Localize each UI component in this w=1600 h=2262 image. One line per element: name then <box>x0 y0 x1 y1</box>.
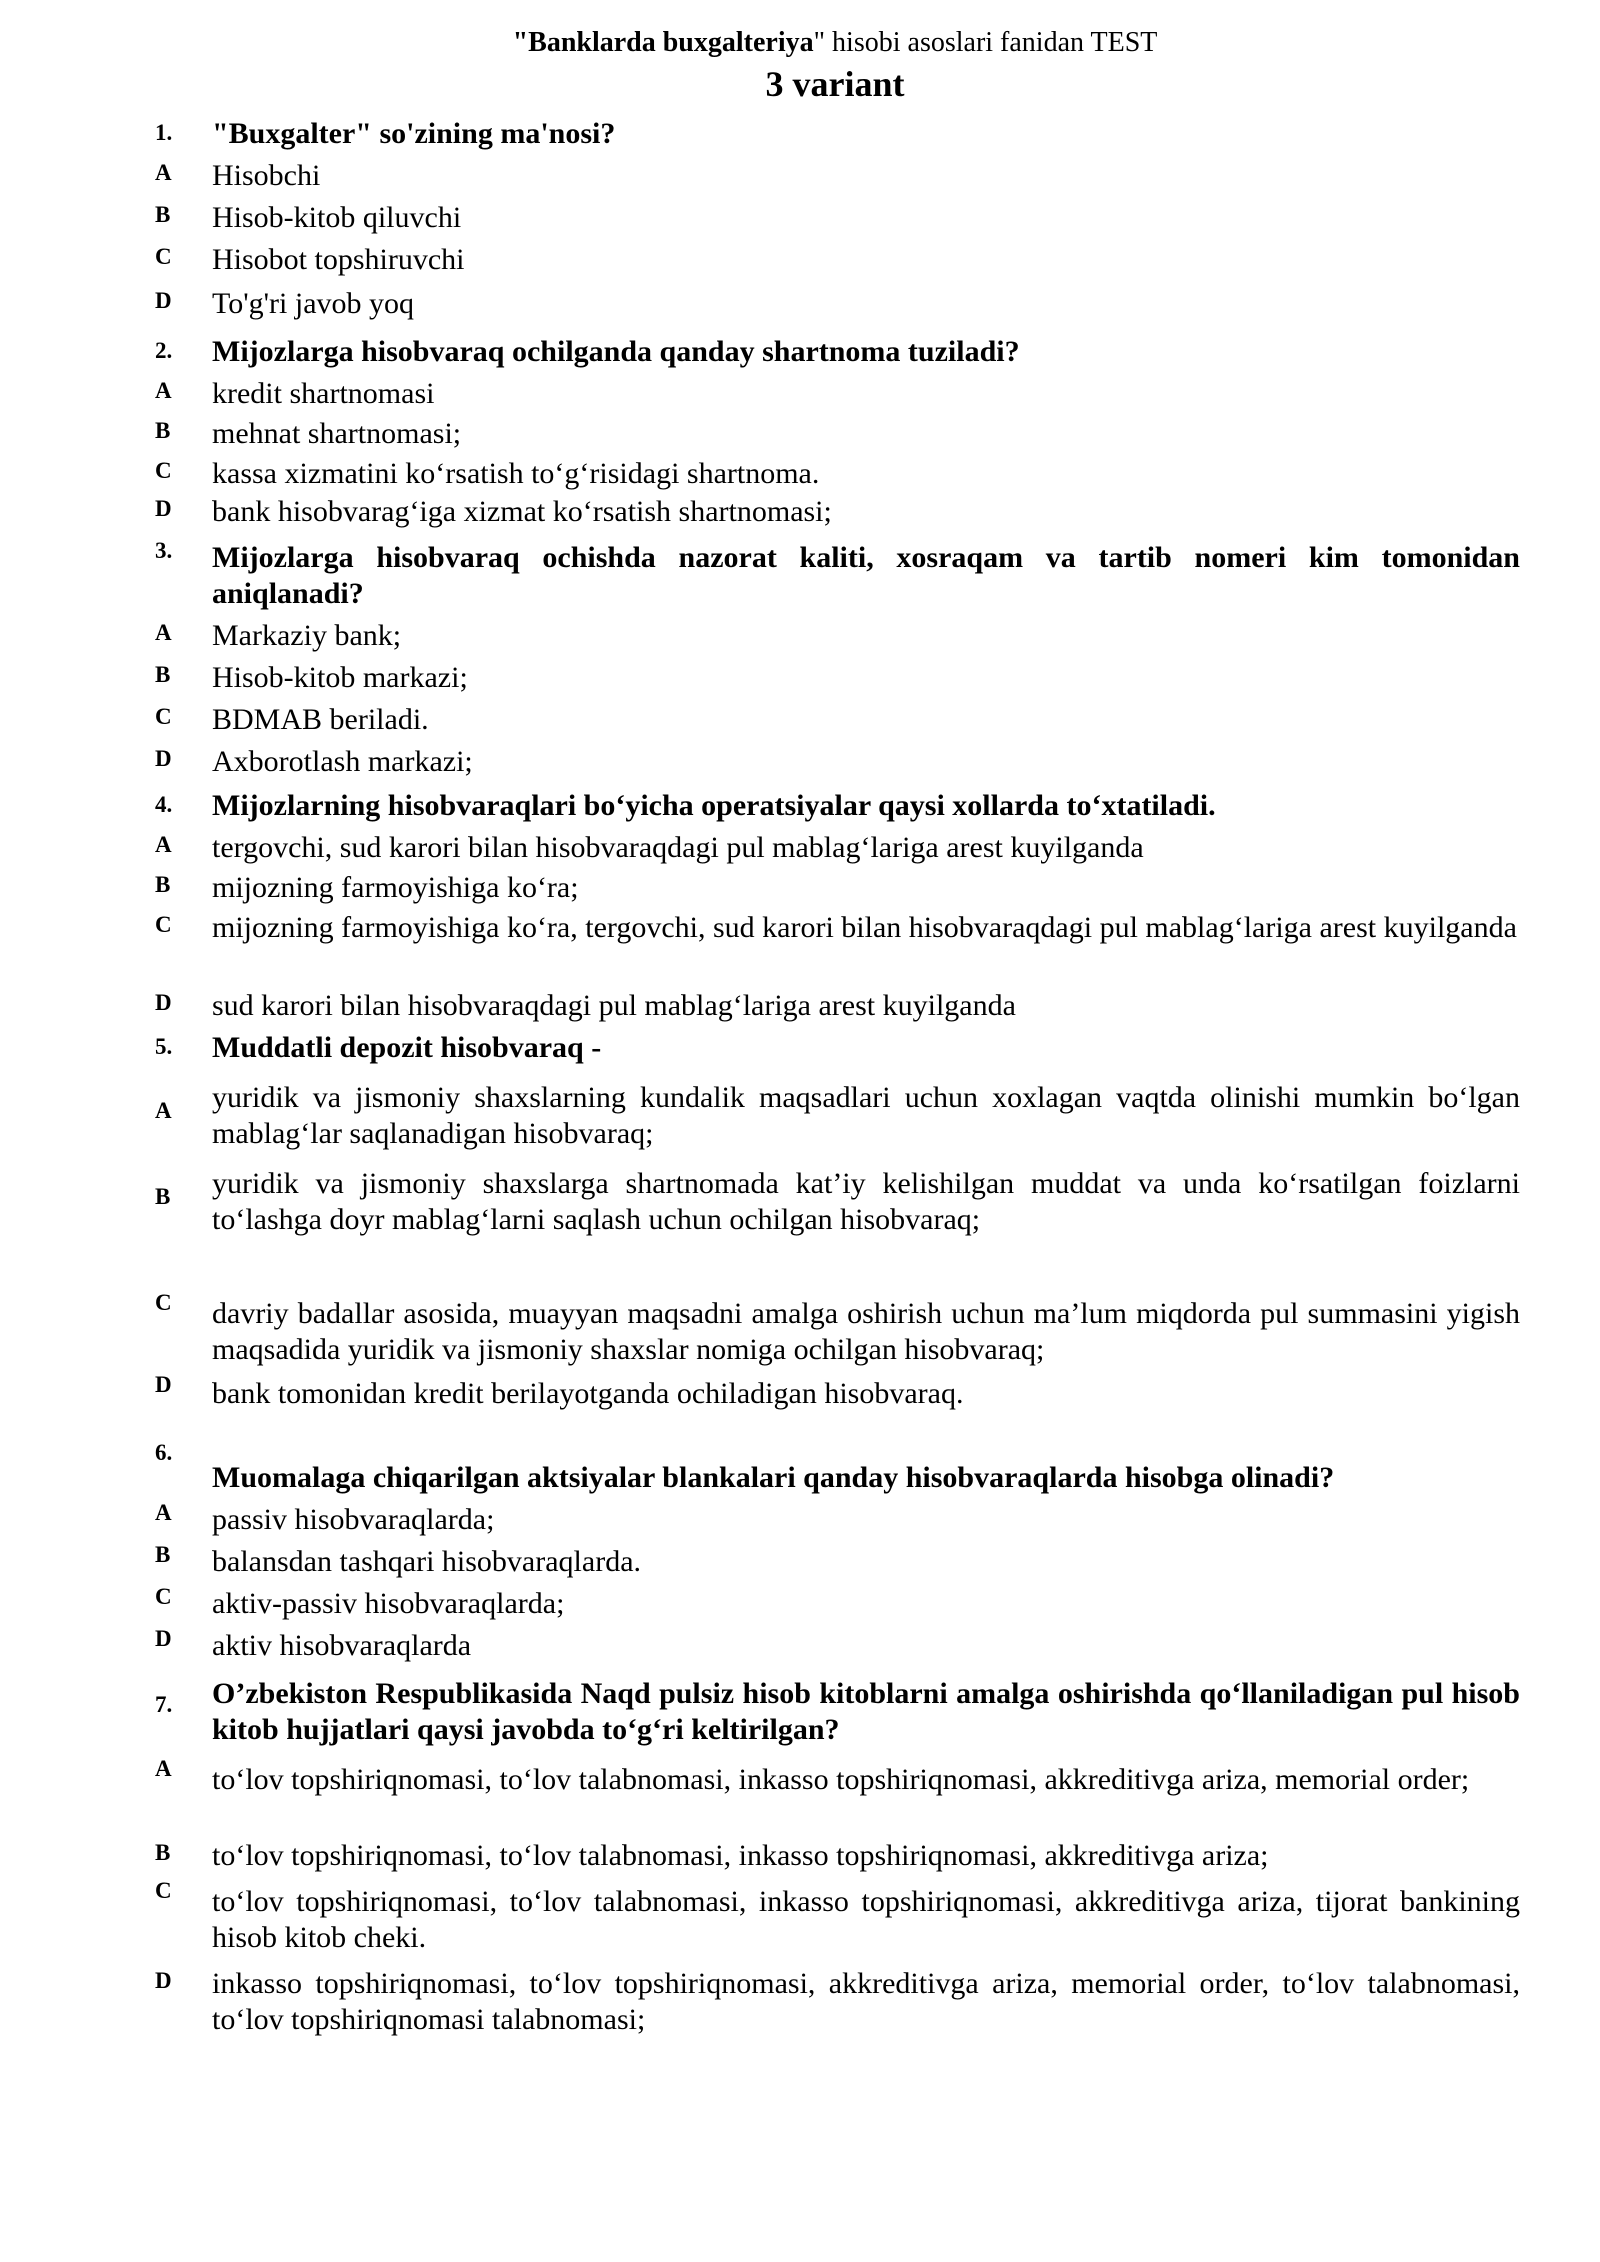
option-letter: C <box>155 458 172 483</box>
option-text: yuridik va jismoniy shaxslarga shartnomada kat’iy kelishilgan muddat va unda ko‘rsatilgan foizlarni to‘lashga doyr mablag‘larni saqlash uchun ochilgan hisobvaraq; <box>212 1167 1520 1236</box>
question-text: Mijozlarning hisobvaraqlari bo‘yicha operatsiyalar qaysi xollarda to‘xtatiladi. <box>212 789 1216 822</box>
question-number: 2. <box>155 338 173 363</box>
option-text: passiv hisobvaraqlarda; <box>212 1503 495 1536</box>
option-text: inkasso topshiriqnomasi, to‘lov topshiriqnomasi, akkreditivga ariza, memorial order, to‘lov talabnomasi, to‘lov topshiriqnomasi talabnomasi; <box>212 1967 1520 2036</box>
option-letter: D <box>155 990 172 1015</box>
option-letter: A <box>155 1098 172 1123</box>
option-letter: D <box>155 496 172 521</box>
option-text: aktiv hisobvaraqlarda <box>212 1629 472 1662</box>
option-text: To'g'ri javob yoq <box>212 287 415 320</box>
option-text: sud karori bilan hisobvaraqdagi pul mablag‘lariga arest kuyilganda <box>212 989 1016 1022</box>
document-title-bold: "Banklarda buxgalteriya <box>512 27 814 58</box>
question-number: 4. <box>155 792 173 817</box>
option-text: Markaziy bank; <box>212 619 402 652</box>
option-letter: D <box>155 746 172 771</box>
option-letter: A <box>155 1500 172 1525</box>
option-letter: B <box>155 1184 171 1209</box>
question-number: 1. <box>155 120 173 145</box>
option-letter: A <box>155 620 172 645</box>
option-text: balansdan tashqari hisobvaraqlarda. <box>212 1545 642 1578</box>
option-letter: C <box>155 1878 172 1903</box>
option-text: kassa xizmatini ko‘rsatish to‘g‘risidagi shartnoma. <box>212 457 820 490</box>
option-letter: B <box>155 202 171 227</box>
option-letter: D <box>155 1372 172 1397</box>
document-title <box>0 26 1600 60</box>
option-text: Hisob-kitob markazi; <box>212 661 468 694</box>
option-letter: B <box>155 418 171 443</box>
option-text: kredit shartnomasi <box>212 377 435 410</box>
option-text: tergovchi, sud karori bilan hisobvaraqdagi pul mablag‘lariga arest kuyilganda <box>212 831 1144 864</box>
option-letter: D <box>155 1626 172 1651</box>
option-letter: D <box>155 288 172 313</box>
option-letter: C <box>155 1584 172 1609</box>
question-text: Muomalaga chiqarilgan aktsiyalar blankalari qanday hisobvaraqlarda hisobga olinadi? <box>212 1461 1335 1494</box>
option-text: BDMAB beriladi. <box>212 703 429 736</box>
option-text: to‘lov topshiriqnomasi, to‘lov talabnomasi, inkasso topshiriqnomasi, akkreditivga ariza, memorial order; <box>212 1763 1470 1796</box>
question-text: "Buxgalter" so'zining ma'nosi? <box>212 117 616 150</box>
option-letter: C <box>155 912 172 937</box>
option-text: aktiv-passiv hisobvaraqlarda; <box>212 1587 565 1620</box>
question-text: Mijozlarga hisobvaraq ochilganda qanday shartnoma tuziladi? <box>212 335 1020 368</box>
question-number: 5. <box>155 1034 173 1059</box>
option-text: to‘lov topshiriqnomasi, to‘lov talabnomasi, inkasso topshiriqnomasi, akkreditivga ariza, tijorat bankining hisob kitob cheki. <box>212 1885 1520 1954</box>
question-text: Muddatli depozit hisobvaraq - <box>212 1031 602 1064</box>
variant-heading: 3 variant <box>765 64 905 104</box>
option-text: mijozning farmoyishiga ko‘ra; <box>212 871 579 904</box>
option-text: Hisob-kitob qiluvchi <box>212 201 462 234</box>
option-letter: A <box>155 1756 172 1781</box>
option-letter: C <box>155 244 172 269</box>
option-text: Hisobchi <box>212 159 321 192</box>
question-number: 7. <box>155 1692 173 1717</box>
option-letter: A <box>155 378 172 403</box>
option-letter: A <box>155 832 172 857</box>
option-text: mijozning farmoyishiga ko‘ra, tergovchi, sud karori bilan hisobvaraqdagi pul mablag‘lariga arest kuyilganda <box>212 911 1517 944</box>
option-text: Hisobot topshiruvchi <box>212 243 465 276</box>
option-text: davriy badallar asosida, muayyan maqsadni amalga oshirish uchun ma’lum miqdorda pul summasini yigish maqsadida yuridik va jismoniy shaxslar nomiga ochilgan hisobvaraq; <box>212 1297 1520 1366</box>
option-letter: B <box>155 662 171 687</box>
question-text: Mijozlarga hisobvaraq ochishda nazorat kaliti, xosraqam va tartib nomeri kim tomonidan aniqlanadi? <box>212 541 1520 610</box>
document-title-rest: " hisobi asoslari fanidan TEST <box>813 27 1158 58</box>
option-text: to‘lov topshiriqnomasi, to‘lov talabnomasi, inkasso topshiriqnomasi, akkreditivga ariza; <box>212 1839 1269 1872</box>
option-text: mehnat shartnomasi; <box>212 417 462 450</box>
option-text: yuridik va jismoniy shaxslarning kundalik maqsadlari uchun xoxlagan vaqtda olinishi mumkin bo‘lgan mablag‘lar saqlanadigan hisobvaraq; <box>212 1081 1520 1150</box>
option-text: bank tomonidan kredit berilayotganda ochiladigan hisobvaraq. <box>212 1377 964 1410</box>
option-letter: A <box>155 160 172 185</box>
question-text: O’zbekiston Respublikasida Naqd pulsiz hisob kitoblarni amalga oshirishda qo‘llaniladigan pul hisob kitob hujjatlari qaysi javobda to‘g‘ri keltirilgan? <box>212 1677 1520 1746</box>
question-number: 3. <box>155 538 173 563</box>
option-text: bank hisobvarag‘iga xizmat ko‘rsatish shartnomasi; <box>212 495 832 528</box>
option-letter: B <box>155 1840 171 1865</box>
option-letter: C <box>155 704 172 729</box>
option-letter: D <box>155 1968 172 1993</box>
option-letter: C <box>155 1290 172 1315</box>
question-number: 6. <box>155 1440 173 1465</box>
option-text: Axborotlash markazi; <box>212 745 473 778</box>
option-letter: B <box>155 872 171 897</box>
option-letter: B <box>155 1542 171 1567</box>
